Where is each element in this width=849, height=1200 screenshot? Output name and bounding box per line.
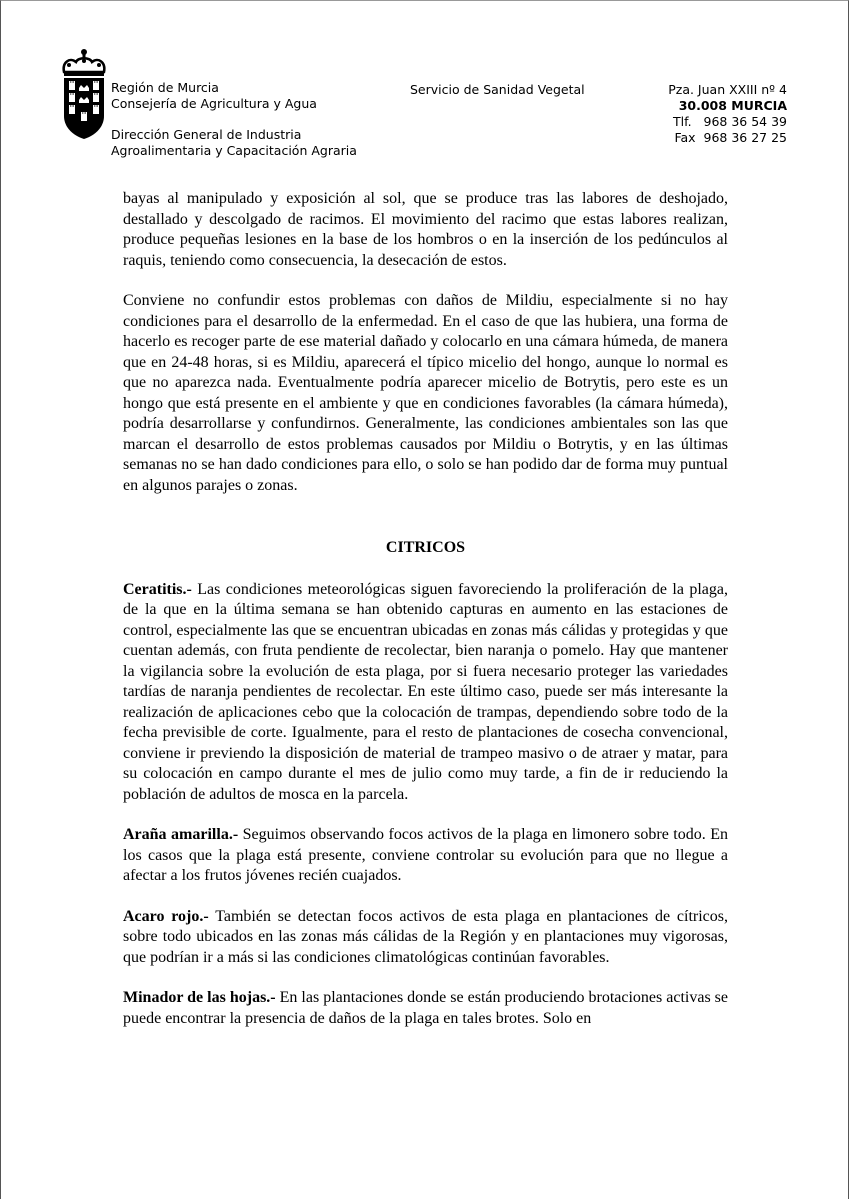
item-text: También se detectan focos activos de esta plaga en plantaciones de cítricos, sobre todo ubicados en las zonas más cálidas de la Región y en plantaciones muy vigorosas, que podrían ir a más si las condiciones climatológicas continúan favorables.	[123, 907, 729, 966]
address-street: Pza. Juan XXIII nº 4	[668, 82, 787, 97]
document-body	[123, 189, 728, 1049]
item-term: Ceratitis.-	[123, 580, 192, 598]
address-fax: Fax 968 36 27 25	[674, 130, 787, 145]
item-acaro-rojo	[123, 907, 728, 969]
department-name	[111, 127, 357, 159]
letterhead	[0, 0, 849, 170]
address-block	[668, 82, 787, 146]
dept-line-1: Dirección General de Industria	[111, 127, 302, 142]
item-text: Las condiciones meteorológicas siguen favoreciendo la proliferación de la plaga, de la que en la última semana se han obtenido capturas en aumento en las estaciones de control, especialmente las que se encuentran ubicadas en zonas más cálidas y protegidas y que cuentan además, con fruta pendiente de recolectar, bien naranja o pomelo. Hay que mantener la vigilancia sobre la evolución de esta plaga, por si fuera necesario proteger las variedades tardías de naranja pendientes de recolectar. En este último caso, puede ser más interesante la realización de aplicaciones cebo que la colocación de trampas, dependiendo sobre todo de la fecha previsible de corte. Igualmente, para el resto de plantaciones de cosecha convencional, conviene ir previendo la disposición de material de trampeo masivo o de atraer y matar, para su colocación en campo durante el mes de julio como muy tarde, a fin de ir reduciendo la población de adultos de mosca en la parcela.	[123, 580, 728, 803]
coat-of-arms-icon	[60, 48, 110, 140]
dept-line-2: Agroalimentaria y Capacitación Agraria	[111, 143, 357, 158]
item-text: Seguimos observando focos activos de la plaga en limonero sobre todo. En los casos que la plaga está presente, conviene controlar su evolución para que no llegue a afectar a los frutos jóvenes recién cuajados.	[123, 826, 729, 884]
item-text: En las plantaciones donde se están produciendo brotaciones activas se puede encontrar la presencia de daños de la plaga en tales brotes. Solo en	[123, 989, 729, 1027]
item-term: Araña amarilla.-	[123, 826, 239, 843]
item-term: Acaro rojo.-	[123, 907, 209, 925]
service-name: Servicio de Sanidad Vegetal	[410, 82, 585, 97]
address-city: 30.008 MURCIA	[678, 98, 787, 113]
organization-name	[111, 80, 317, 112]
org-line-2: Consejería de Agricultura y Agua	[111, 96, 317, 111]
item-ceratitis	[123, 580, 728, 806]
item-minador	[123, 988, 728, 1029]
item-term: Minador de las hojas.-	[123, 989, 276, 1006]
org-line-1: Región de Murcia	[111, 80, 219, 95]
paragraph-2: Conviene no confundir estos problemas con daños de Mildiu, especialmente si no hay condiciones para el desarrollo de la enfermedad. En el caso de que las hubiera, una forma de hacerlo es recoger parte de ese material dañado y colocarlo en una cámara húmeda, de manera que en 24-48 horas, si es Mildiu, aparecerá el típico micelio del hongo, aunque lo normal es que no aparezca nada. Eventualmente podría aparecer micelio de Botrytis, pero este es un hongo que está presente en el ambiente y que en condiciones favorables (la cámara húmeda), podría desarrollarse y confundirnos. Generalmente, las condiciones ambientales son las que marcan el desarrollo de estos problemas causados por Mildiu o Botrytis, y en las últimas semanas no se han dado condiciones para ello, o solo se han podido dar de forma muy puntual en algunos parajes o zonas.	[123, 292, 728, 494]
paragraph-1: bayas al manipulado y exposición al sol, que se produce tras las labores de deshojado, destallado y descolgado de racimos. El movimiento del racimo que estas labores realizan, produce pequeñas lesiones en la base de los hombros o en la inserción de los pedúnculos al raquis, teniendo como consecuencia, la desecación de estos.	[123, 190, 728, 269]
section-title: CITRICOS	[385, 539, 466, 556]
item-arana-amarilla	[123, 825, 728, 887]
address-phone: Tlf. 968 36 54 39	[673, 114, 787, 129]
